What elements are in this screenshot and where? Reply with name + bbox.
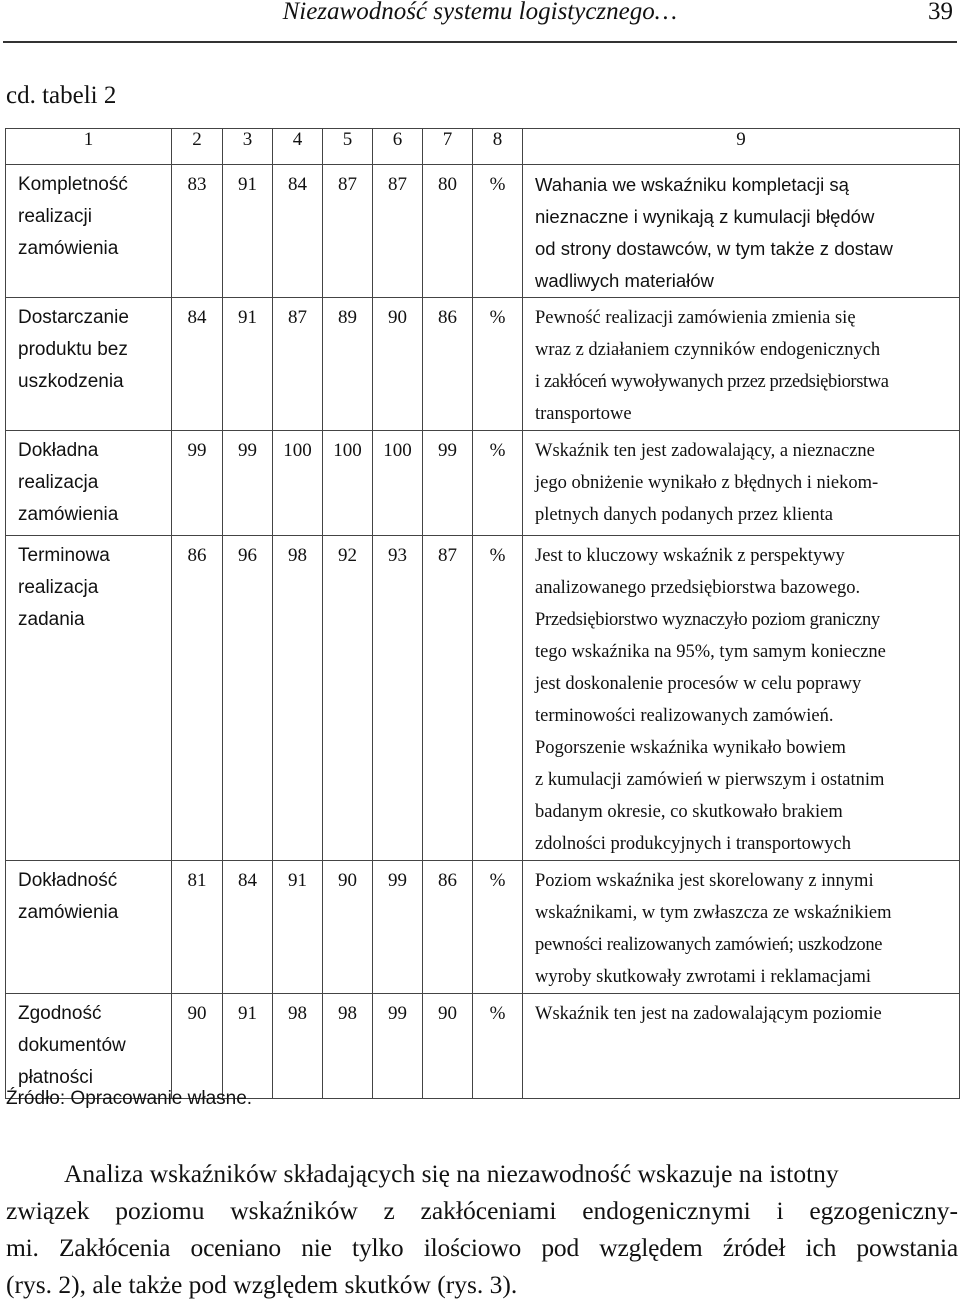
page-number: 39 bbox=[928, 0, 953, 25]
value-cell: 86 bbox=[423, 861, 473, 994]
paragraph-line: (rys. 2), ale także pod względem skutków (rys. 3). bbox=[6, 1270, 518, 1299]
value-cell: 99 bbox=[223, 431, 273, 536]
value-cell: 92 bbox=[323, 536, 373, 861]
paragraph-line: związek poziomu wskaźników z zakłóceniami endogenicznymi i egzogeniczny- bbox=[6, 1196, 958, 1225]
comment-cell: Poziom wskaźnika jest skorelowany z innymi wskaźnikami, w tym zwłaszcza ze wskaźnikiem pewności realizowanych zamówień; uszkodzone wyroby skutkowały zwrotami i reklamacjami bbox=[523, 861, 960, 994]
comment-cell: Wskaźnik ten jest zadowalający, a nieznaczne jego obniżenie wynikało z błędnych i niekom- pletnych danych podanych przez klienta bbox=[523, 431, 960, 536]
indicator-label: Dostarczanie produktu bez uszkodzenia bbox=[6, 298, 172, 431]
paragraph-line: mi. Zakłócenia oceniano nie tylko ilościowo pod względem źródeł ich powstania bbox=[6, 1233, 958, 1262]
table-row bbox=[6, 298, 960, 431]
value-cell: 93 bbox=[373, 536, 423, 861]
table-row bbox=[6, 994, 960, 1099]
column-header: 3 bbox=[223, 129, 273, 165]
value-cell: 86 bbox=[423, 298, 473, 431]
comment-cell: Jest to kluczowy wskaźnik z perspektywy analizowanego przedsiębiorstwa bazowego. Przedsiębiorstwo wyznaczyło poziom graniczny tego wskaźnika na 95%, tym samym konieczne jest doskonalenie procesów w celu poprawy terminowości realizowanych zamówień. Pogorszenie wskaźnika wynikało bowiem z kumulacji zamówień w pierwszym i ostatnim badanym okresie, co skutkowało brakiem zdolności produkcyjnych i transportowych bbox=[523, 536, 960, 861]
unit-cell: % bbox=[473, 994, 523, 1099]
unit-cell: % bbox=[473, 536, 523, 861]
value-cell: 91 bbox=[223, 994, 273, 1099]
value-cell: 100 bbox=[373, 431, 423, 536]
value-cell: 84 bbox=[273, 165, 323, 298]
paragraph-line: Analiza wskaźników składających się na niezawodność wskazuje na istotny bbox=[64, 1159, 839, 1188]
indicator-label: Dokładność zamówienia bbox=[6, 861, 172, 994]
value-cell: 87 bbox=[423, 536, 473, 861]
indicator-label: Dokładna realizacja zamówienia bbox=[6, 431, 172, 536]
value-cell: 81 bbox=[172, 861, 223, 994]
value-cell: 99 bbox=[373, 861, 423, 994]
column-header: 8 bbox=[473, 129, 523, 165]
table-row bbox=[6, 165, 960, 298]
value-cell: 89 bbox=[323, 298, 373, 431]
indicator-label: Terminowa realizacja zadania bbox=[6, 536, 172, 861]
comment-cell: Wahania we wskaźniku kompletacji są nieznaczne i wynikają z kumulacji błędów od strony dostawców, w tym także z dostaw wadliwych materiałów bbox=[523, 165, 960, 298]
table-source-note: Źródło: Opracowanie własne. bbox=[6, 1088, 253, 1109]
column-header: 2 bbox=[172, 129, 223, 165]
value-cell: 96 bbox=[223, 536, 273, 861]
value-cell: 98 bbox=[323, 994, 373, 1099]
page-header bbox=[0, 0, 960, 44]
value-cell: 91 bbox=[273, 861, 323, 994]
value-cell: 100 bbox=[273, 431, 323, 536]
value-cell: 99 bbox=[172, 431, 223, 536]
table-row bbox=[6, 861, 960, 994]
value-cell: 91 bbox=[223, 165, 273, 298]
table-header-row bbox=[6, 129, 960, 165]
unit-cell: % bbox=[473, 861, 523, 994]
value-cell: 90 bbox=[172, 994, 223, 1099]
indicator-table bbox=[5, 128, 960, 1099]
running-title: Niezawodność systemu logistycznego… bbox=[282, 0, 677, 25]
comment-cell: Pewność realizacji zamówienia zmienia się wraz z działaniem czynników endogenicznych i zakłóceń wywoływanych przez przedsiębiorstwa transportowe bbox=[523, 298, 960, 431]
unit-cell: % bbox=[473, 165, 523, 298]
value-cell: 100 bbox=[323, 431, 373, 536]
value-cell: 87 bbox=[373, 165, 423, 298]
value-cell: 98 bbox=[273, 994, 323, 1099]
body-paragraph bbox=[6, 1155, 958, 1303]
column-header: 7 bbox=[423, 129, 473, 165]
value-cell: 99 bbox=[373, 994, 423, 1099]
indicator-label: Zgodność dokumentów płatności bbox=[6, 994, 172, 1099]
table-caption: cd. tabeli 2 bbox=[6, 82, 117, 109]
comment-cell: Wskaźnik ten jest na zadowalającym poziomie bbox=[523, 994, 960, 1099]
table-row bbox=[6, 431, 960, 536]
table-row bbox=[6, 536, 960, 861]
value-cell: 87 bbox=[273, 298, 323, 431]
value-cell: 83 bbox=[172, 165, 223, 298]
value-cell: 91 bbox=[223, 298, 273, 431]
unit-cell: % bbox=[473, 298, 523, 431]
column-header: 6 bbox=[373, 129, 423, 165]
value-cell: 90 bbox=[323, 861, 373, 994]
column-header: 5 bbox=[323, 129, 373, 165]
value-cell: 90 bbox=[423, 994, 473, 1099]
column-header: 1 bbox=[6, 129, 172, 165]
indicator-label: Kompletność realizacji zamówienia bbox=[6, 165, 172, 298]
value-cell: 87 bbox=[323, 165, 373, 298]
unit-cell: % bbox=[473, 431, 523, 536]
value-cell: 98 bbox=[273, 536, 323, 861]
header-rule bbox=[3, 41, 957, 43]
value-cell: 86 bbox=[172, 536, 223, 861]
value-cell: 80 bbox=[423, 165, 473, 298]
value-cell: 84 bbox=[223, 861, 273, 994]
column-header: 4 bbox=[273, 129, 323, 165]
column-header: 9 bbox=[523, 129, 960, 165]
value-cell: 90 bbox=[373, 298, 423, 431]
value-cell: 84 bbox=[172, 298, 223, 431]
value-cell: 99 bbox=[423, 431, 473, 536]
